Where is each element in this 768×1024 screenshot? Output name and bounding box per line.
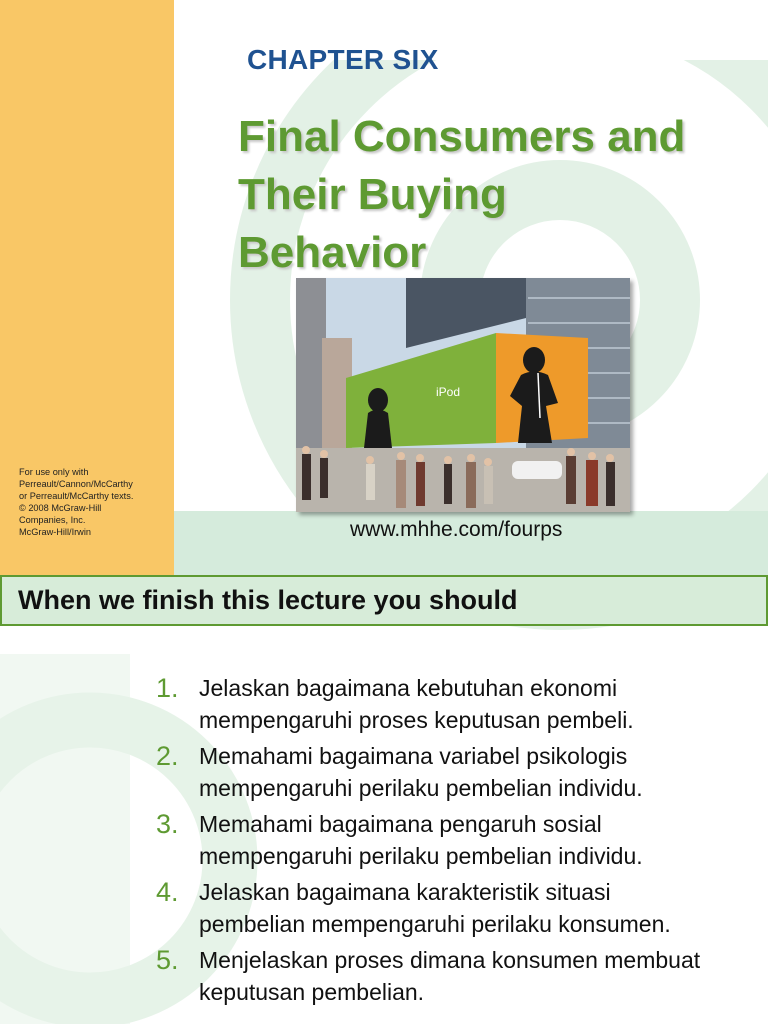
list-number: 4. bbox=[156, 877, 179, 907]
list-item bbox=[150, 740, 760, 804]
sidebar bbox=[0, 0, 174, 576]
chapter-label: CHAPTER SIX bbox=[247, 44, 439, 75]
slide-title: Final Consumers and Their Buying Behavior bbox=[238, 112, 686, 277]
street-photo bbox=[296, 278, 630, 512]
list-text: Jelaskan bagaimana kebutuhan ekonomi mempengaruhi proses keputusan pembeli. bbox=[199, 675, 634, 733]
list-number: 1. bbox=[156, 673, 179, 703]
list-number: 5. bbox=[156, 945, 179, 975]
list-text: Jelaskan bagaimana karakteristik situasi pembelian mempengaruhi perilaku konsumen. bbox=[199, 879, 671, 937]
list-item bbox=[150, 808, 760, 872]
copyright-notice: For use only with Perreault/Cannon/McCarthy or Perreault/McCarthy texts. © 2008 McGraw-Hill Companies, Inc. McGraw-Hill/Irwin bbox=[19, 467, 134, 537]
objectives-banner bbox=[0, 575, 768, 626]
list-item bbox=[150, 672, 760, 736]
list-item bbox=[150, 944, 760, 1008]
billboard-text: iPod bbox=[436, 385, 461, 399]
list-item bbox=[150, 876, 760, 940]
list-text: Menjelaskan proses dimana konsumen membuat keputusan pembelian. bbox=[199, 947, 701, 1005]
list-number: 2. bbox=[156, 741, 179, 771]
list-number: 3. bbox=[156, 809, 179, 839]
list-text: Memahami bagaimana variabel psikologis mempengaruhi perilaku pembelian individu. bbox=[199, 743, 643, 801]
website-url: www.mhhe.com/fourps bbox=[350, 518, 563, 541]
banner-heading: When we finish this lecture you should bbox=[18, 585, 518, 615]
list-text: Memahami bagaimana pengaruh sosial mempengaruhi perilaku pembelian individu. bbox=[199, 811, 643, 869]
objectives-list bbox=[150, 672, 760, 1012]
